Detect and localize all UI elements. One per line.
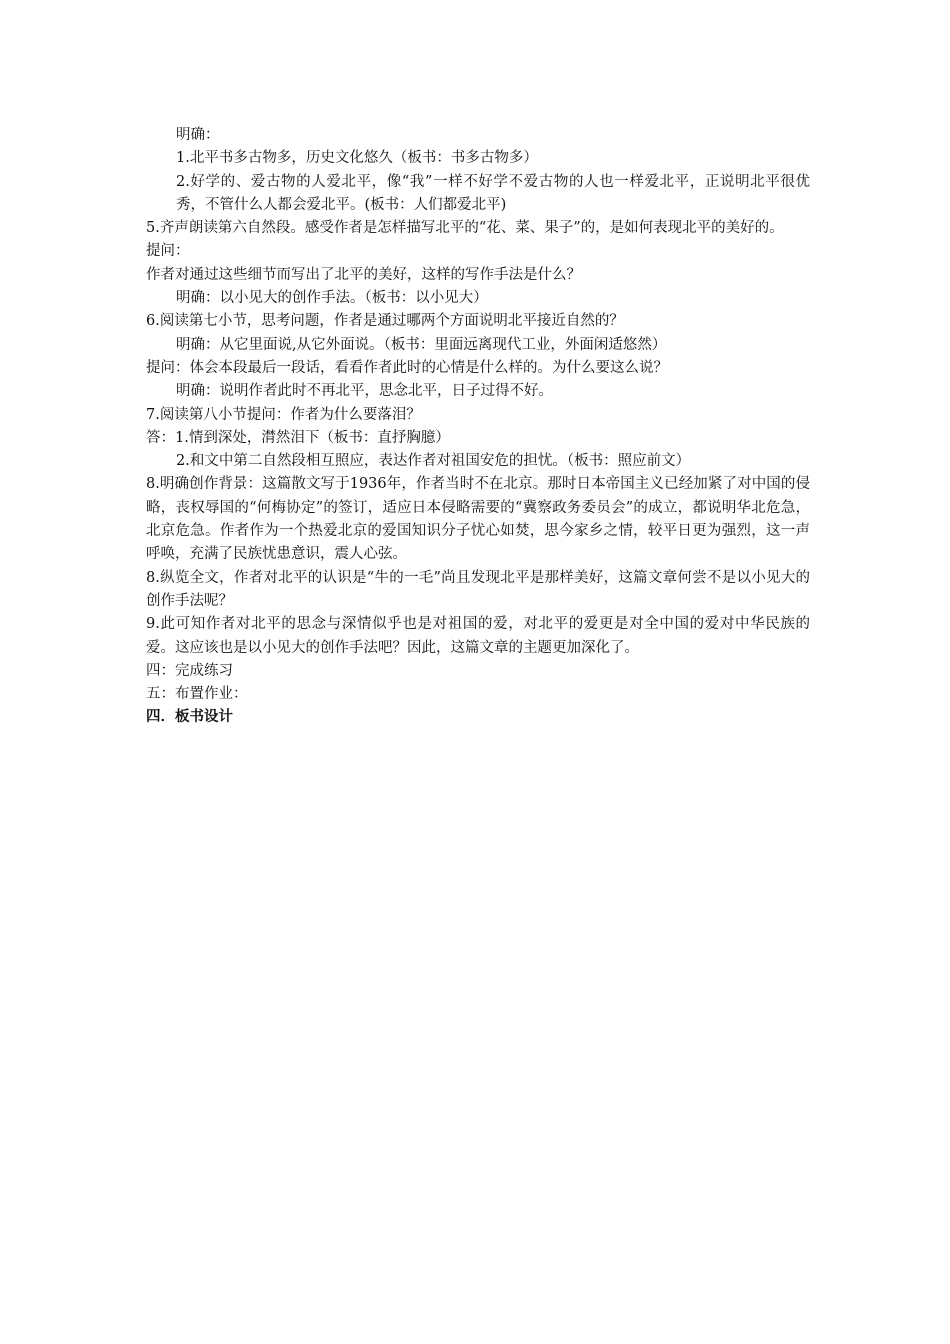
text-line: 提问：体会本段最后一段话，看看作者此时的心情是什么样的。为什么要这么说？ [146, 359, 668, 376]
text-line: 2.和文中第二自然段相互照应，表达作者对祖国安危的担忧。（板书：照应前文） [176, 453, 691, 470]
text-paragraph: 8.明确创作背景：这篇散文写于1936年，作者当时不在北京。那时日本帝国主义已经加紧了对中国的侵略，丧权辱国的“何梅协定”的签订，适应日本侵略需要的“冀察政务委员会”的成立，都说明华北危急，北京危急。作者作为一个热爱北京的爱国知识分子忧心如焚，思今家乡之情，较平日更为强烈，这一声呼唤，充满了民族忧患意识，震人心弦。 [146, 476, 810, 563]
text-line: 四：完成练习 [146, 662, 233, 679]
section-heading: 四．板书设计 [146, 709, 233, 726]
text-line: 1.北平书多古物多，历史文化悠久（板书：书多古物多） [176, 150, 538, 167]
text-line: 明确：以小见大的创作手法。（板书：以小见大） [176, 290, 488, 307]
text-line: 明确： [176, 127, 220, 143]
document-body [146, 124, 810, 730]
text-paragraph: 5.齐声朗读第六自然段。感受作者是怎样描写北平的“花、菜、果子”的，是如何表现北平的美好的。 [146, 220, 784, 237]
text-paragraph: 9.此可知作者对北平的思念与深情似乎也是对祖国的爱，对北平的爱更是对全中国的爱对中华民族的爱。这应该也是以小见大的创作手法吧？因此，这篇文章的主题更加深化了。 [146, 616, 810, 656]
text-line: 6.阅读第七小节，思考问题，作者是通过哪两个方面说明北平接近自然的？ [146, 313, 624, 330]
text-line: 答：1.情到深处，潸然泪下（板书：直抒胸臆） [146, 429, 450, 446]
text-line: 作者对通过这些细节而写出了北平的美好，这样的写作手法是什么？ [146, 266, 581, 283]
text-line: 明确：说明作者此时不再北平，思念北平，日子过得不好。 [176, 383, 553, 400]
text-line: 提问： [146, 243, 190, 260]
text-line: 明确：从它里面说,从它外面说。（板书：里面远离现代工业，外面闲适悠然） [176, 336, 667, 353]
text-line: 五：布置作业： [146, 686, 248, 703]
text-paragraph: 2.好学的、爱古物的人爱北平，像“我”一样不好学不爱古物的人也一样爱北平，正说明北平很优秀，不管什么人都会爱北平。(板书：人们都爱北平) [176, 173, 810, 213]
text-paragraph: 8.纵览全文，作者对北平的认识是“牛的一毛”尚且发现北平是那样美好，这篇文章何尝不是以小见大的创作手法呢？ [146, 569, 810, 609]
text-line: 7.阅读第八小节提问：作者为什么要落泪？ [146, 406, 421, 423]
